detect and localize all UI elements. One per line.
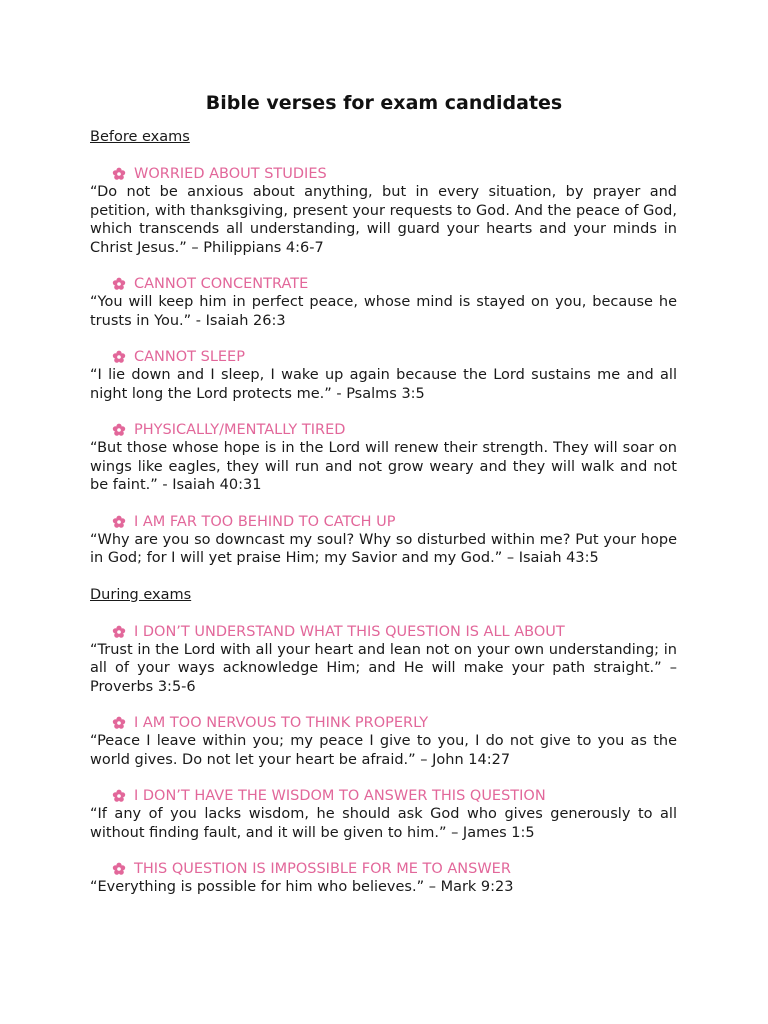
verse-heading-text: CANNOT SLEEP [134, 349, 245, 365]
flower-bullet-icon [112, 167, 126, 181]
verse-block [90, 275, 677, 330]
verse-block [90, 348, 677, 403]
verse-heading-text: I AM TOO NERVOUS TO THINK PROPERLY [134, 715, 429, 731]
verse-heading [90, 714, 677, 732]
verse-text: “Peace I leave within you; my peace I give to you, I do not give to you as the world gives. Do not let your heart be afraid.” – John 14:27 [90, 733, 677, 768]
section-before-exams [90, 128, 677, 568]
flower-bullet-icon [112, 423, 126, 437]
verse-heading-text: I DON’T UNDERSTAND WHAT THIS QUESTION IS ALL ABOUT [134, 623, 565, 640]
verse-heading [90, 165, 677, 183]
verse-text: “You will keep him in perfect peace, whose mind is stayed on you, because he trusts in You.” - Isaiah 26:3 [90, 294, 677, 329]
verse-text: “If any of you lacks wisdom, he should ask God who gives generously to all without finding fault, and it will be given to him.” – James 1:5 [90, 806, 677, 841]
verse-heading-text: I DON’T HAVE THE WISDOM TO ANSWER THIS QUESTION [134, 788, 546, 804]
verse-block [90, 513, 677, 568]
flower-bullet-icon [112, 716, 126, 730]
verse-heading-text: WORRIED ABOUT STUDIES [134, 166, 327, 182]
flower-bullet-icon [112, 862, 126, 876]
verse-text: “But those whose hope is in the Lord will renew their strength. They will soar on wings like eagles, they will run and not grow weary and they will walk and not be faint.” - Isaiah 40:31 [90, 440, 677, 493]
verse-heading-text: I AM FAR TOO BEHIND TO CATCH UP [134, 513, 396, 530]
section-label: During exams [90, 586, 192, 603]
verse-block [90, 787, 677, 842]
verse-block [90, 860, 677, 897]
flower-bullet-icon [112, 515, 126, 529]
verse-heading-text: CANNOT CONCENTRATE [134, 276, 309, 292]
verse-block [90, 421, 677, 495]
flower-bullet-icon [112, 789, 126, 803]
verse-heading [90, 513, 677, 531]
verse-heading-text: THIS QUESTION IS IMPOSSIBLE FOR ME TO ANSWER [134, 861, 511, 877]
verse-heading [90, 787, 677, 805]
verse-block [90, 165, 677, 257]
page-title: Bible verses for exam candidates [205, 92, 563, 114]
verse-text: “Trust in the Lord with all your heart and lean not on your own understanding; in all of your ways acknowledge Him; and He will make your path straight.” – Proverbs 3:5-6 [90, 641, 677, 695]
verse-text: “Why are you so downcast my soul? Why so disturbed within me? Put your hope in God; for I will yet praise Him; my Savior and my God.” – Isaiah 43:5 [90, 531, 677, 566]
document-body [90, 128, 677, 897]
verse-text: “Do not be anxious about anything, but in every situation, by prayer and petition, with thanksgiving, present your requests to God. And the peace of God, which transcends all understanding, will guard your hearts and your minds in Christ Jesus.” – Philippians 4:6-7 [90, 184, 677, 256]
verse-heading [90, 860, 677, 878]
verse-heading [90, 421, 677, 439]
flower-bullet-icon [112, 277, 126, 291]
flower-bullet-icon [112, 625, 126, 639]
section-label: Before exams [90, 129, 190, 145]
verse-heading [90, 275, 677, 293]
flower-bullet-icon [112, 350, 126, 364]
verse-text: “I lie down and I sleep, I wake up again because the Lord sustains me and all night long the Lord protects me.” - Psalms 3:5 [90, 367, 677, 402]
verse-heading [90, 623, 677, 641]
section-during-exams [90, 586, 677, 897]
verse-block [90, 623, 677, 697]
verse-heading-text: PHYSICALLY/MENTALLY TIRED [134, 422, 346, 438]
verse-heading [90, 348, 677, 366]
verse-block [90, 714, 677, 769]
verse-text: “Everything is possible for him who believes.” – Mark 9:23 [90, 879, 514, 895]
